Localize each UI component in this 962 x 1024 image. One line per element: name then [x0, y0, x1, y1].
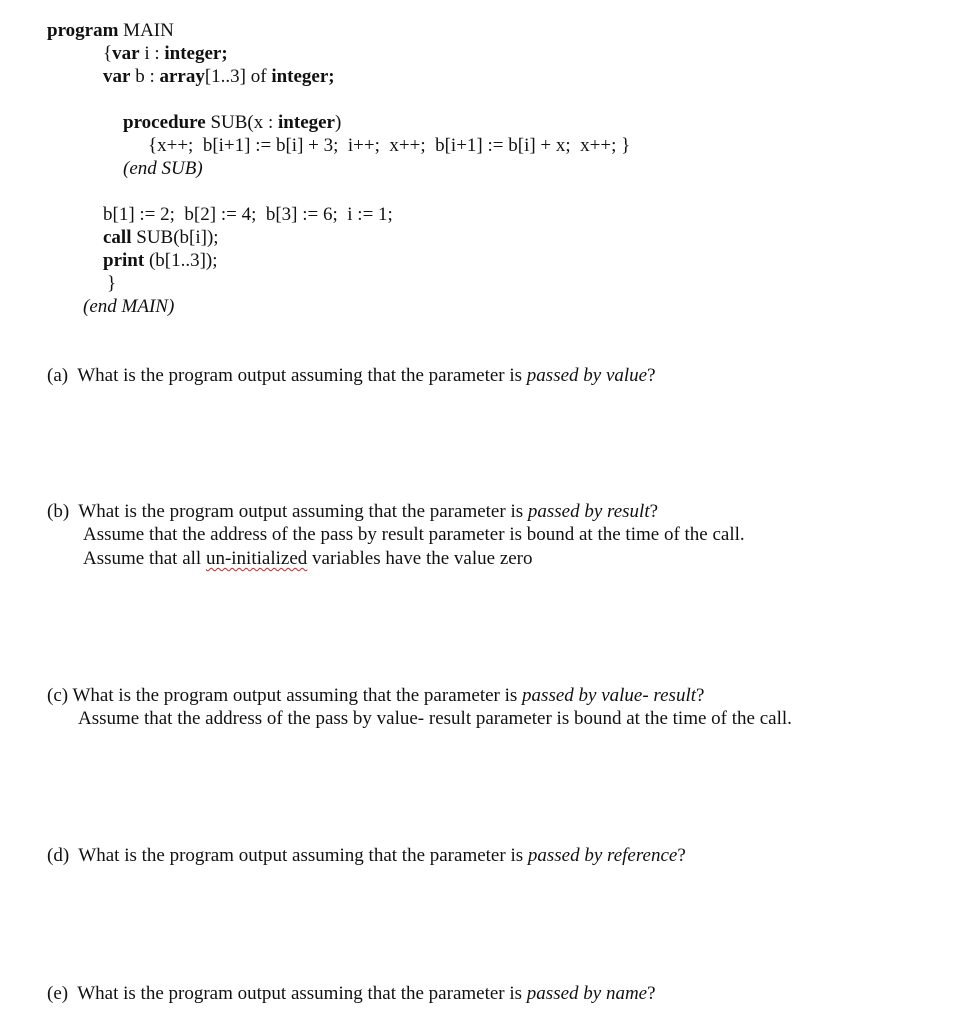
- question-emphasis: passed by reference: [527, 845, 678, 866]
- question-text: (d) What is the program output assuming that the parameter is: [47, 845, 528, 866]
- code-text: ): [335, 112, 342, 133]
- question-end: ?: [647, 365, 656, 386]
- spellcheck-flagged-word: un-initialized: [205, 548, 308, 569]
- question-end: ?: [696, 685, 705, 706]
- question-c: [47, 685, 704, 707]
- question-b: [47, 501, 658, 523]
- keyword: var: [103, 66, 131, 87]
- code-line-var-b: [103, 66, 335, 88]
- keyword: integer;: [164, 43, 228, 64]
- question-b-note-2: [83, 548, 533, 570]
- keyword: integer;: [271, 66, 335, 87]
- question-end: ?: [677, 845, 686, 866]
- code-line-print: [103, 250, 218, 272]
- code-line-call: [103, 227, 219, 249]
- code-line-close-brace: }: [107, 273, 117, 294]
- code-text: SUB(x :: [205, 112, 279, 133]
- code-text: {: [103, 43, 113, 64]
- question-text: (a) What is the program output assuming that the parameter is: [47, 365, 527, 386]
- code-line-program-main: [47, 20, 174, 42]
- code-text: SUB(b[i]);: [131, 227, 219, 248]
- code-line-end-sub: (end SUB): [123, 158, 203, 179]
- question-text: (c) What is the program output assuming that the parameter is: [47, 685, 523, 706]
- question-emphasis: passed by value: [526, 365, 648, 386]
- keyword: call: [103, 227, 132, 248]
- code-line-procedure-header: [123, 112, 341, 134]
- code-text: MAIN: [118, 20, 174, 41]
- question-text: (b) What is the program output assuming that the parameter is: [47, 501, 528, 522]
- note-text: Assume that all: [83, 548, 206, 569]
- question-emphasis: passed by name: [526, 983, 648, 1004]
- code-line-assignments: b[1] := 2; b[2] := 4; b[3] := 6; i := 1;: [103, 204, 393, 225]
- code-text: (b[1..3]);: [144, 250, 218, 271]
- question-d: [47, 845, 686, 867]
- question-text: (e) What is the program output assuming that the parameter is: [47, 983, 527, 1004]
- keyword: integer: [278, 112, 335, 133]
- question-end: ?: [649, 501, 659, 522]
- question-emphasis: passed by result: [527, 501, 650, 522]
- keyword: array: [159, 66, 205, 87]
- question-emphasis: passed by value- result: [522, 685, 696, 706]
- code-line-var-i: [103, 43, 228, 65]
- code-text: i :: [139, 43, 165, 64]
- question-c-note-1: Assume that the address of the pass by value- result parameter is bound at the time of the call.: [78, 708, 792, 729]
- question-e: [47, 983, 656, 1005]
- keyword: procedure: [123, 112, 206, 133]
- keyword: program: [47, 20, 119, 41]
- question-b-note-1: Assume that the address of the pass by result parameter is bound at the time of the call.: [83, 524, 745, 545]
- code-text: [1..3] of: [204, 66, 272, 87]
- question-a: [47, 365, 656, 387]
- question-end: ?: [647, 983, 656, 1004]
- code-line-procedure-body: {x++; b[i+1] := b[i] + 3; i++; x++; b[i+1] := b[i] + x; x++; }: [148, 135, 631, 156]
- code-text: b :: [130, 66, 160, 87]
- keyword: print: [103, 250, 145, 271]
- keyword: var: [112, 43, 140, 64]
- note-text: variables have the value zero: [307, 548, 533, 569]
- code-line-end-main: (end MAIN): [83, 296, 175, 317]
